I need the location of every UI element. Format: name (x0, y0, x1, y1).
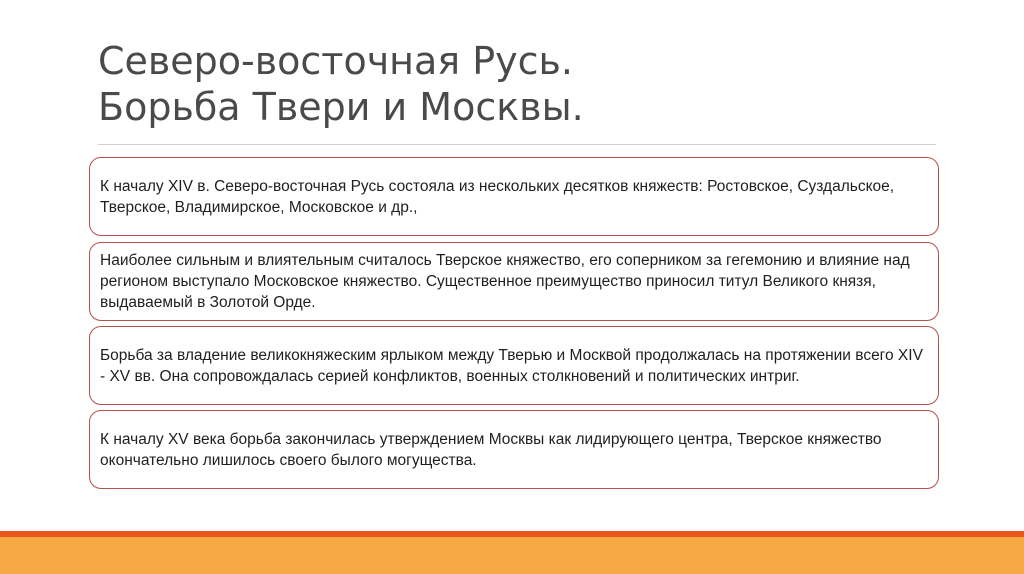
content-text: Борьба за владение великокняжеским ярлыком между Тверью и Москвой продолжалась на протяжении всего XIV - XV вв. Она сопровождалась серией конфликтов, военных столкновений и политических интриг. (100, 346, 923, 385)
slide-title-line-2: Борьба Твери и Москвы. (98, 85, 584, 129)
content-text: К началу XV века борьба закончилась утверждением Москвы как лидирующего центра, Тверское княжество окончательно лишилось своего былого могущества. (100, 430, 882, 469)
slide-title (98, 38, 958, 130)
content-text: К началу XIV в. Северо-восточная Русь состояла из нескольких десятков княжеств: Ростовское, Суздальское, Тверское, Владимирское, Московское и др., (100, 177, 895, 216)
slide-title-line-1: Северо-восточная Русь. (98, 39, 573, 83)
footer-bar (0, 537, 1024, 574)
content-box (89, 242, 939, 321)
content-box (89, 410, 939, 489)
content-box (89, 157, 939, 236)
content-box (89, 326, 939, 405)
content-text: Наиболее сильным и влиятельным считалось Тверское княжество, его соперником за гегемонию и влияние над регионом выступало Московское княжество. Существенное преимущество приносил титул Великого князя, выдаваемый в Золотой Орде. (100, 252, 910, 311)
title-divider (98, 144, 936, 145)
